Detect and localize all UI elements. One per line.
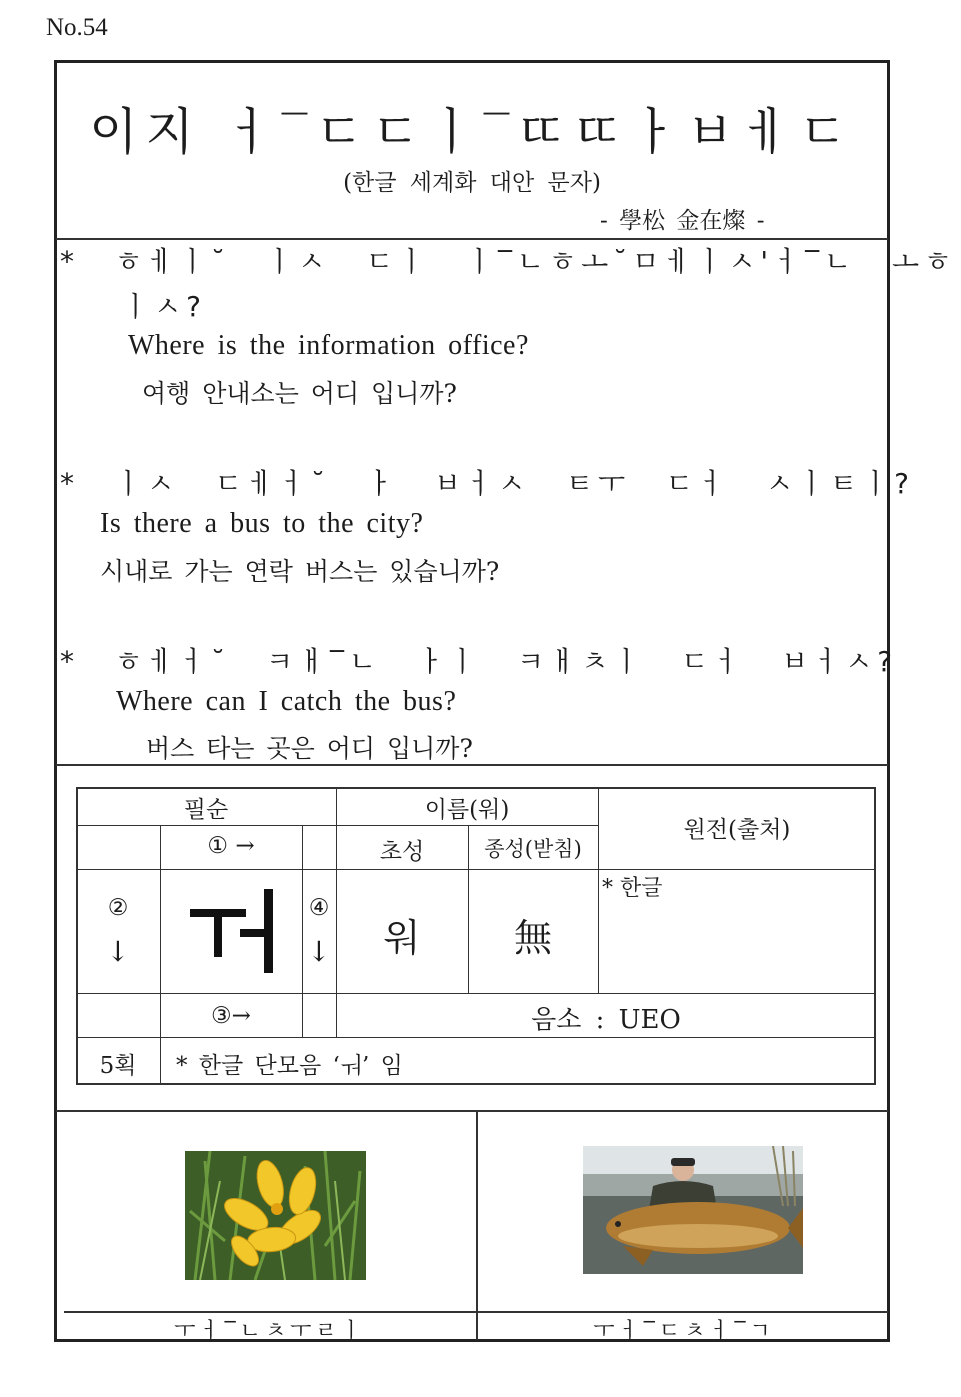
letter-table — [76, 787, 876, 1085]
images-middle-divider — [476, 1110, 478, 1340]
initial-header: 초성 — [379, 839, 425, 865]
origin-value: * 한글 — [602, 876, 663, 901]
name-header: 이름(워) — [424, 797, 510, 823]
phrase-2-korean: 시내로 가는 연락 버스는 있습니까? — [100, 557, 500, 586]
phoneme-label: 음소 : UEO — [531, 1005, 681, 1035]
phrase-1-alt-line-1 — [60, 240, 956, 280]
carp-fisherman-photo — [583, 1146, 803, 1274]
vowel-glyph-drawing — [160, 869, 302, 993]
phrase-3-korean: 버스 타는 곳은 어디 입니까? — [146, 734, 473, 763]
phrase-2-alt-line — [60, 462, 914, 502]
captions-divider — [64, 1311, 888, 1313]
phrase-1-korean: 여행 안내소는 어디 입니까? — [142, 379, 457, 408]
vowel-note: * 한글 단모음 ‘ㅝ’ 임 — [176, 1053, 403, 1079]
phrase-1-marker: * — [60, 245, 79, 278]
yellow-lily-photo — [185, 1151, 366, 1280]
final-value: 無 — [513, 916, 552, 960]
vowel-glyph — [160, 869, 302, 993]
phrase-1-alt-text: ㅎㅔㅣ˘ ㅣㅅ ㄷㅣ ㅣ‾ㄴㅎㅗ˘ㅁㅔㅣㅅ'ㅓ‾ㄴ ㅗㅎ — [114, 245, 957, 278]
phrase-3-alt-text: ㅎㅔㅓ˘ ㅋㅐ‾ㄴ ㅏㅣ ㅋㅐㅊㅣ ㄷㅓ ㅂㅓㅅ? — [114, 645, 898, 678]
stroke-3-label: ③→ — [211, 1003, 251, 1029]
stroke-4-label: ④ — [308, 895, 330, 921]
final-header: 종성(받침) — [484, 837, 582, 861]
stroke-count: 5획 — [99, 1053, 137, 1079]
phrase-2-marker: * — [60, 467, 79, 500]
phrase-1-english: Where is the information office? — [128, 330, 529, 361]
phrase-2-english: Is there a bus to the city? — [100, 508, 424, 539]
stroke-order-header: 필순 — [183, 797, 229, 823]
stroke-2-label: ② — [107, 895, 129, 921]
page-subtitle: (한글 세계화 대안 문자) — [343, 170, 601, 196]
phrase-3-english: Where can I catch the bus? — [116, 686, 457, 717]
phrase-2-alt-text: ㅣㅅ ㄷㅔㅓ˘ ㅏ ㅂㅓㅅ ㅌㅜ ㄷㅓ ㅅㅣㅌㅣ? — [114, 467, 914, 500]
stroke-2-arrow: ↓ — [106, 935, 130, 968]
images-top-divider — [56, 1110, 888, 1112]
phrase-1-alt-line-2: ㅣㅅ? — [122, 290, 206, 323]
phrase-3-alt-line — [60, 640, 897, 680]
author-line: - 學松 金在燦 - — [600, 208, 765, 234]
page-number: No.54 — [46, 14, 108, 41]
carp-caption: ㅜㅓ‾ㄷㅊㅓ‾ㄱ — [593, 1319, 775, 1344]
stroke-1-label: ① → — [207, 833, 255, 859]
stroke-4-arrow: ↓ — [307, 935, 331, 968]
phrases-divider — [56, 764, 888, 766]
flower-caption: ㅜㅓ‾ㄴㅊㅜㄹㅣ — [174, 1319, 366, 1344]
page-title: 이지 ㅓ‾ㄷㄷㅣ‾ㄸㄸㅏㅂㅔㄷ — [89, 103, 855, 161]
phrase-3-marker: * — [60, 645, 79, 678]
origin-header: 원전(출처) — [683, 817, 791, 843]
initial-value: 워 — [383, 916, 421, 960]
